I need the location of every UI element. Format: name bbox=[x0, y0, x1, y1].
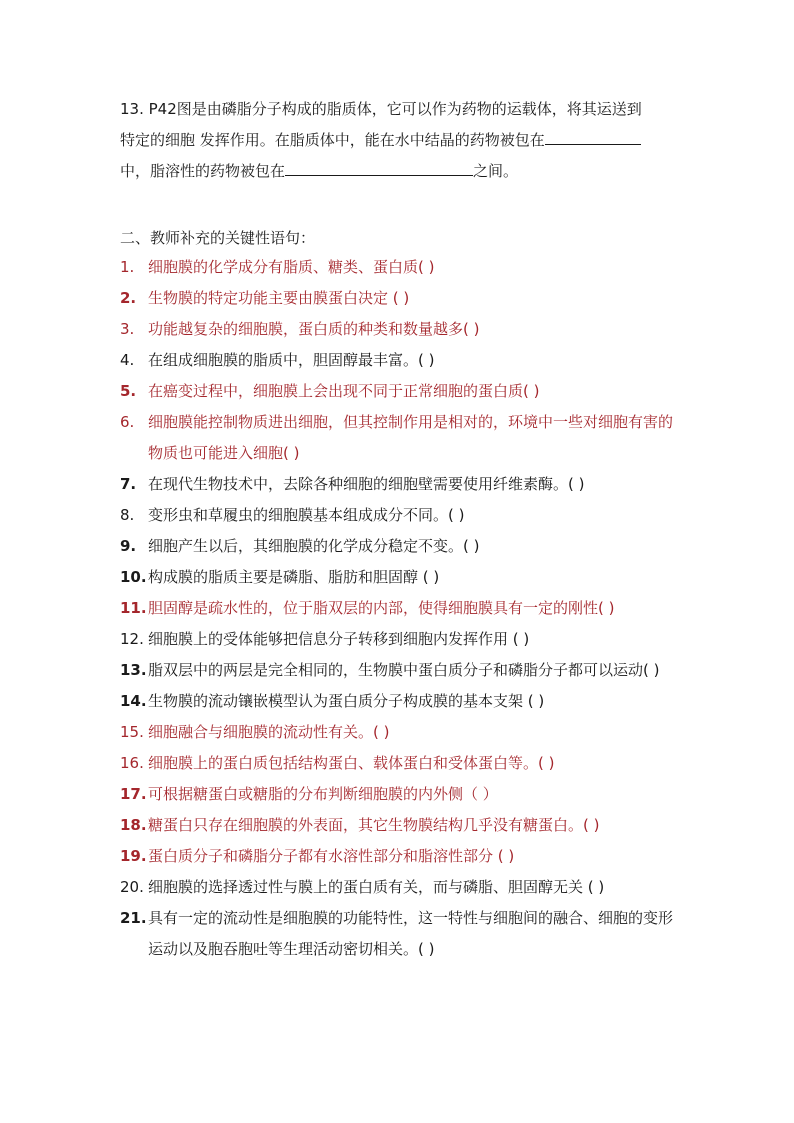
list-item bbox=[120, 903, 680, 965]
item-text: 细胞融合与细胞膜的流动性有关。( ) bbox=[148, 723, 390, 741]
item-number: 20. bbox=[120, 878, 144, 896]
q13-line-3-pre: 中，脂溶性的药物被包在 bbox=[120, 162, 286, 180]
item-number: 14. bbox=[120, 692, 147, 710]
list-item bbox=[120, 593, 680, 624]
item-number: 6. bbox=[120, 413, 135, 431]
blank-2[interactable] bbox=[285, 159, 473, 176]
item-number: 12. bbox=[120, 630, 144, 648]
item-text: 功能越复杂的细胞膜，蛋白质的种类和数量越多( ) bbox=[148, 320, 480, 338]
item-number: 2. bbox=[120, 289, 137, 307]
item-text: 在癌变过程中，细胞膜上会出现不同于正常细胞的蛋白质( ) bbox=[148, 382, 540, 400]
item-text: 糖蛋白只存在细胞膜的外表面，其它生物膜结构几乎没有糖蛋白。( ) bbox=[148, 816, 600, 834]
list-item bbox=[120, 283, 680, 314]
item-text: 可根据糖蛋白或糖脂的分布判断细胞膜的内外侧（ ） bbox=[148, 785, 498, 803]
list-item bbox=[120, 624, 680, 655]
list-item bbox=[120, 531, 680, 562]
list-item bbox=[120, 376, 680, 407]
q13-line-2 bbox=[120, 125, 680, 156]
list-item bbox=[120, 562, 680, 593]
item-text: 细胞膜上的蛋白质包括结构蛋白、载体蛋白和受体蛋白等。( ) bbox=[148, 754, 555, 772]
item-text: 具有一定的流动性是细胞膜的功能特性，这一特性与细胞间的融合、细胞的变形运动以及胞吞胞吐等生理活动密切相关。( ) bbox=[148, 909, 674, 958]
item-text: 生物膜的流动镶嵌模型认为蛋白质分子构成膜的基本支架 ( ) bbox=[148, 692, 545, 710]
item-number: 15. bbox=[120, 723, 144, 741]
list-item bbox=[120, 469, 680, 500]
item-number: 19. bbox=[120, 847, 147, 865]
item-text: 细胞膜的选择透过性与膜上的蛋白质有关，而与磷脂、胆固醇无关 ( ) bbox=[148, 878, 605, 896]
list-item bbox=[120, 252, 680, 283]
item-number: 3. bbox=[120, 320, 135, 338]
list-item bbox=[120, 314, 680, 345]
item-number: 9. bbox=[120, 537, 137, 555]
item-number: 10. bbox=[120, 568, 147, 586]
list-item bbox=[120, 841, 680, 872]
item-text: 脂双层中的两层是完全相同的，生物膜中蛋白质分子和磷脂分子都可以运动( ) bbox=[148, 661, 660, 679]
item-number: 11. bbox=[120, 599, 147, 617]
statement-list bbox=[120, 252, 680, 965]
list-item bbox=[120, 655, 680, 686]
list-item bbox=[120, 345, 680, 376]
item-text: 细胞膜上的受体能够把信息分子转移到细胞内发挥作用 ( ) bbox=[148, 630, 530, 648]
item-number: 18. bbox=[120, 816, 147, 834]
item-text: 蛋白质分子和磷脂分子都有水溶性部分和脂溶性部分 ( ) bbox=[148, 847, 515, 865]
question-13-fill-blank bbox=[120, 94, 680, 187]
list-item bbox=[120, 779, 680, 810]
q13-line-2-text: 特定的细胞 发挥作用。在脂质体中，能在水中结晶的药物被包在 bbox=[120, 131, 545, 149]
list-item bbox=[120, 717, 680, 748]
item-number: 1. bbox=[120, 258, 135, 276]
list-item bbox=[120, 407, 680, 469]
item-text: 细胞膜的化学成分有脂质、糖类、蛋白质( ) bbox=[148, 258, 435, 276]
item-text: 胆固醇是疏水性的，位于脂双层的内部，使得细胞膜具有一定的刚性( ) bbox=[148, 599, 615, 617]
list-item bbox=[120, 748, 680, 779]
item-number: 5. bbox=[120, 382, 137, 400]
item-number: 21. bbox=[120, 909, 147, 927]
q13-line-1: 13. P42图是由磷脂分子构成的脂质体，它可以作为药物的运载体，将其运送到 bbox=[120, 100, 642, 118]
item-text: 变形虫和草履虫的细胞膜基本组成成分不同。( ) bbox=[148, 506, 465, 524]
blank-1[interactable] bbox=[545, 128, 641, 145]
list-item bbox=[120, 810, 680, 841]
item-number: 13. bbox=[120, 661, 147, 679]
item-number: 17. bbox=[120, 785, 147, 803]
list-item bbox=[120, 500, 680, 531]
item-number: 4. bbox=[120, 351, 135, 369]
q13-line-3-post: 之间。 bbox=[473, 162, 519, 180]
item-text: 生物膜的特定功能主要由膜蛋白决定 ( ) bbox=[148, 289, 410, 307]
item-text: 细胞膜能控制物质进出细胞，但其控制作用是相对的，环境中一些对细胞有害的物质也可能进入细胞( ) bbox=[148, 413, 674, 462]
item-text: 在现代生物技术中，去除各种细胞的细胞壁需要使用纤维素酶。( ) bbox=[148, 475, 585, 493]
item-number: 7. bbox=[120, 475, 137, 493]
list-item bbox=[120, 872, 680, 903]
item-text: 构成膜的脂质主要是磷脂、脂肪和胆固醇 ( ) bbox=[148, 568, 440, 586]
item-text: 细胞产生以后，其细胞膜的化学成分稳定不变。( ) bbox=[148, 537, 480, 555]
item-number: 16. bbox=[120, 754, 144, 772]
q13-line-3 bbox=[120, 156, 680, 187]
item-number: 8. bbox=[120, 506, 135, 524]
item-text: 在组成细胞膜的脂质中，胆固醇最丰富。( ) bbox=[148, 351, 435, 369]
section-title: 二、教师补充的关键性语句： bbox=[120, 229, 316, 247]
list-item bbox=[120, 686, 680, 717]
